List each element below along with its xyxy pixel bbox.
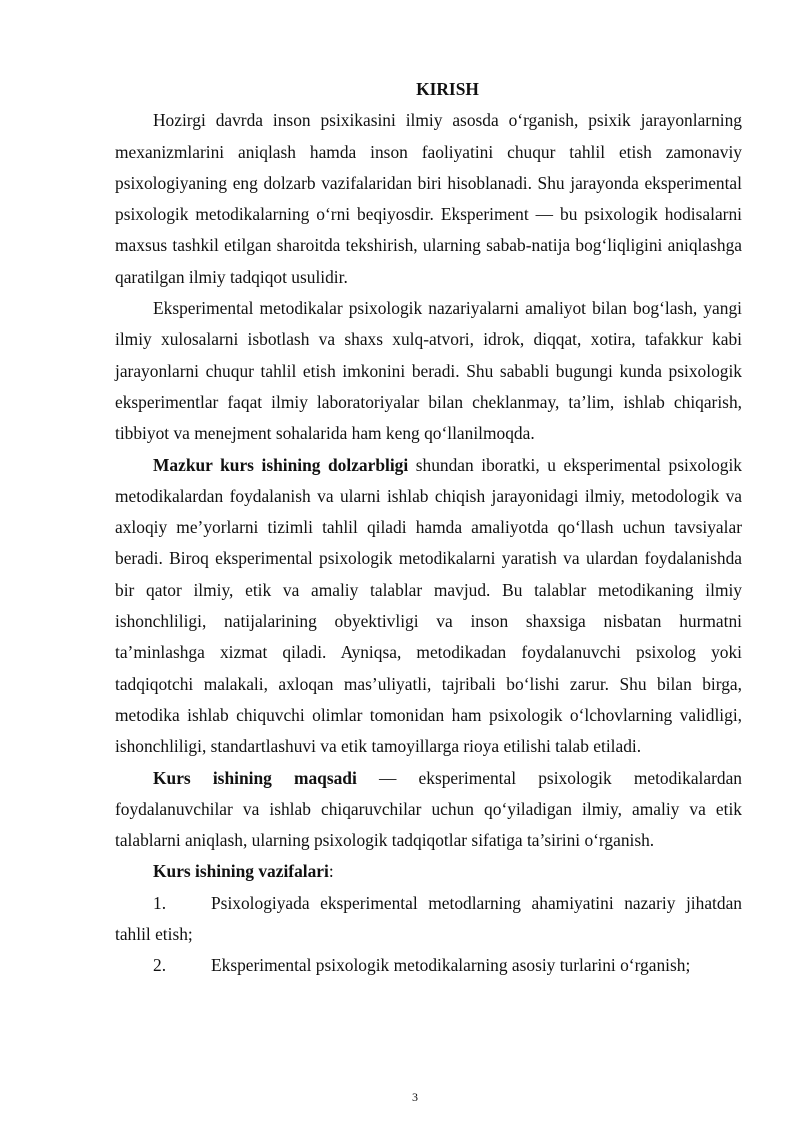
task-number: 1. (153, 892, 167, 913)
goal-label: Kurs ishining maqsadi (153, 767, 357, 788)
relevance-text: shundan iboratki, u eksperimental psixologik metodikalardan foydalanish va ularni ishlab chiqish jarayonidagi ilmiy, metodologik va axloqiy me’yorlarni tizimli tahlil qiladi hamda amaliyotda qo‘llash uchun tavsiyalar beradi. Biroq eksperimental psixologik metodikalarni yaratish va ulardan foydalanishda bir qator ilmiy, etik va amaliy talablar mavjud. Bu talablar metodikaning ilmiy ishonchliligi, natijalarining obyektivligi va inson shaxsiga nisbatan hurmatni ta’minlashga xizmat qiladi. Ayniqsa, metodikadan foydalanuvchi psixolog yoki tadqiqotchi malakali, axloqan mas’uliyatli, tajribali bo‘lishi zarur. Shu bilan birga, metodika ishlab chiquvchi olimlar tomonidan ham psixologik o‘lchovlarning validligi, ishonchliligi, standartlashuvi va etik tamoyillarga rioya etilishi talab etiladi. (115, 454, 742, 757)
paragraph-methods: Eksperimental metodikalar psixologik nazariyalarni amaliyot bilan bog‘lash, yangi ilmiy xulosalarni isbotlash va shaxs xulq-atvori, idrok, diqqat, xotira, tafakkur kabi jarayonlarni chuqur tahlil etish imkonini beradi. Shu sababli bugungi kunda psixologik eksperimentlar faqat ilmiy laboratoriyalar bilan cheklanmay, ta’lim, ishlab chiqarish, tibbiyot va menejment sohalarida ham keng qo‘llanilmoqda. (115, 298, 742, 444)
task-item (115, 888, 742, 951)
paragraph-goal (115, 763, 742, 857)
paragraph-tasks-heading (115, 856, 742, 887)
page-content (115, 74, 742, 982)
goal-text: — eksperimental psixologik metodikalardan foydalanuvchilar va ishlab chiqaruvchilar uchun qo‘yiladigan ilmiy, amaliy va etik talablarni aniqlash, ularning psixologik tadqiqotlar sifatiga ta’sirini o‘rganish. (115, 767, 742, 851)
task-text: Psixologiyada eksperimental metodlarning ahamiyatini nazariy jihatdan tahlil etish; (115, 892, 742, 945)
section-heading: KIRISH (416, 79, 479, 99)
task-text: Eksperimental psixologik metodikalarning asosiy turlarini o‘rganish; (211, 955, 691, 976)
paragraph-intro: Hozirgi davrda inson psixikasini ilmiy asosda o‘rganish, psixik jarayonlarning mexanizmlarini aniqlash hamda inson faoliyatini chuqur tahlil etish zamonaviy psixologiyaning eng dolzarb vazifalaridan biri hisoblanadi. Shu jarayonda eksperimental psixologik metodikalarning o‘rni beqiyosdir. Eksperiment — bu psixologik hodisalarni maxsus tashkil etilgan sharoitda tekshirish, ularning sabab-natija bog‘liqligini aniqlashga qaratilgan ilmiy tadqiqot usulidir. (115, 110, 742, 287)
tasks-label: Kurs ishining vazifalari (153, 861, 329, 882)
relevance-label: Mazkur kurs ishining dolzarbligi (153, 454, 409, 475)
page-number: 3 (412, 1090, 418, 1104)
task-number: 2. (153, 955, 167, 976)
paragraph-relevance (115, 450, 742, 763)
tasks-colon: : (328, 861, 334, 882)
task-item (115, 950, 742, 981)
